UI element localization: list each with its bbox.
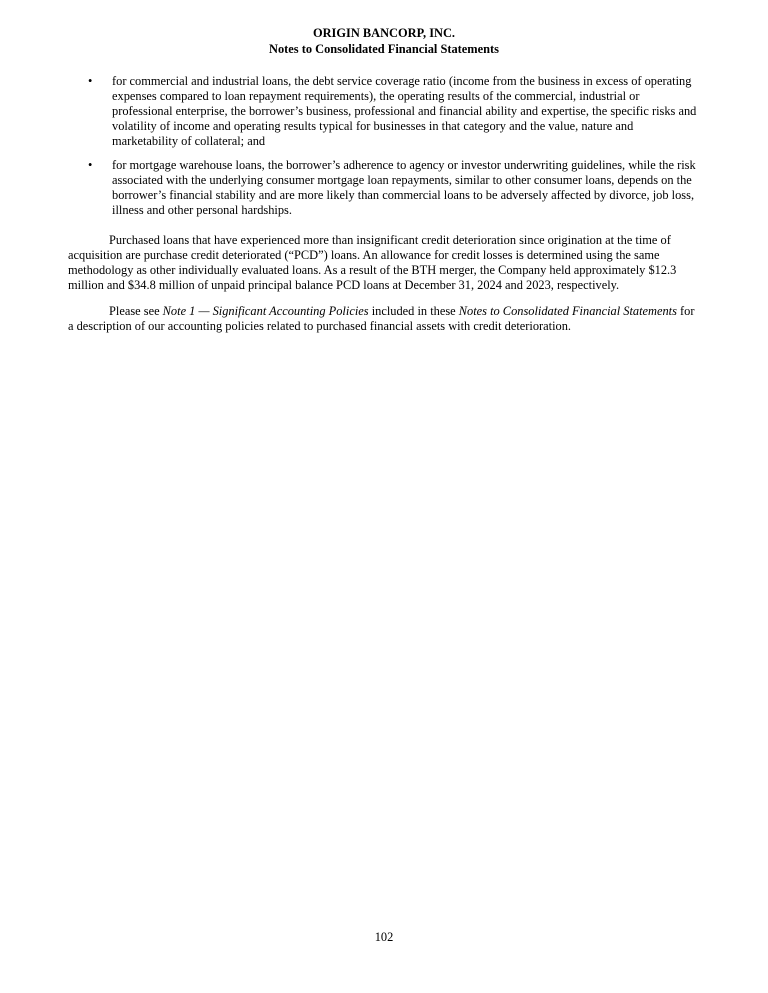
notes-statements-reference: Notes to Consolidated Financial Statements [458,304,677,318]
paragraph-pcd-loans: Purchased loans that have experienced more than insignificant credit deterioration since origination at the time of acquisition are purchase credit deteriorated (“PCD”) loans. An allowance for credit losses is determined using the same methodology as other individually evaluated loans. As a result of the BTH merger, the Company held approximately $12.3 million and $34.8 million of unpaid principal balance PCD loans at December 31, 2024 and 2023, respectively. [68,233,677,292]
bullet-text-mortgage-warehouse-loans: for mortgage warehouse loans, the borrower’s adherence to agency or investor underwriting guidelines, while the risk associated with the underlying consumer mortgage loan repayments, similar to other consumer loans, depends on the borrower’s financial stability and are more likely than commercial loans to be adversely affected by divorce, job loss, illness and other personal hardships. [112,158,696,217]
bullet-icon: • [88,158,93,172]
document-title: ORIGIN BANCORP, INC. [312,26,456,40]
bullet-icon: • [88,74,93,88]
document-header [0,0,768,57]
note1-reference: Note 1 — Significant Accounting Policies [162,304,369,318]
list-item [68,158,700,218]
paragraph-note-reference [68,304,700,334]
noteref-tail: for a description of our accounting policies related to purchased financial assets with credit deterioration. [68,304,695,333]
document-body [68,74,700,334]
bullet-text-commercial-loans: for commercial and industrial loans, the debt service coverage ratio (income from the business in excess of operating expenses compared to loan repayment requirements), the operating results of the commercial, industrial or professional enterprise, the borrower’s business, professional and financial ability and expertise, the specific risks and volatility of income and operating results typical for businesses in that category and the value, nature and marketability of collateral; and [112,74,697,148]
document-subtitle: Notes to Consolidated Financial Statements [269,41,499,56]
noteref-mid: included in these [368,304,459,318]
page-number: 102 [374,930,394,944]
bullet-list [68,74,700,218]
list-item [68,74,700,149]
noteref-lead: Please see [109,304,163,318]
